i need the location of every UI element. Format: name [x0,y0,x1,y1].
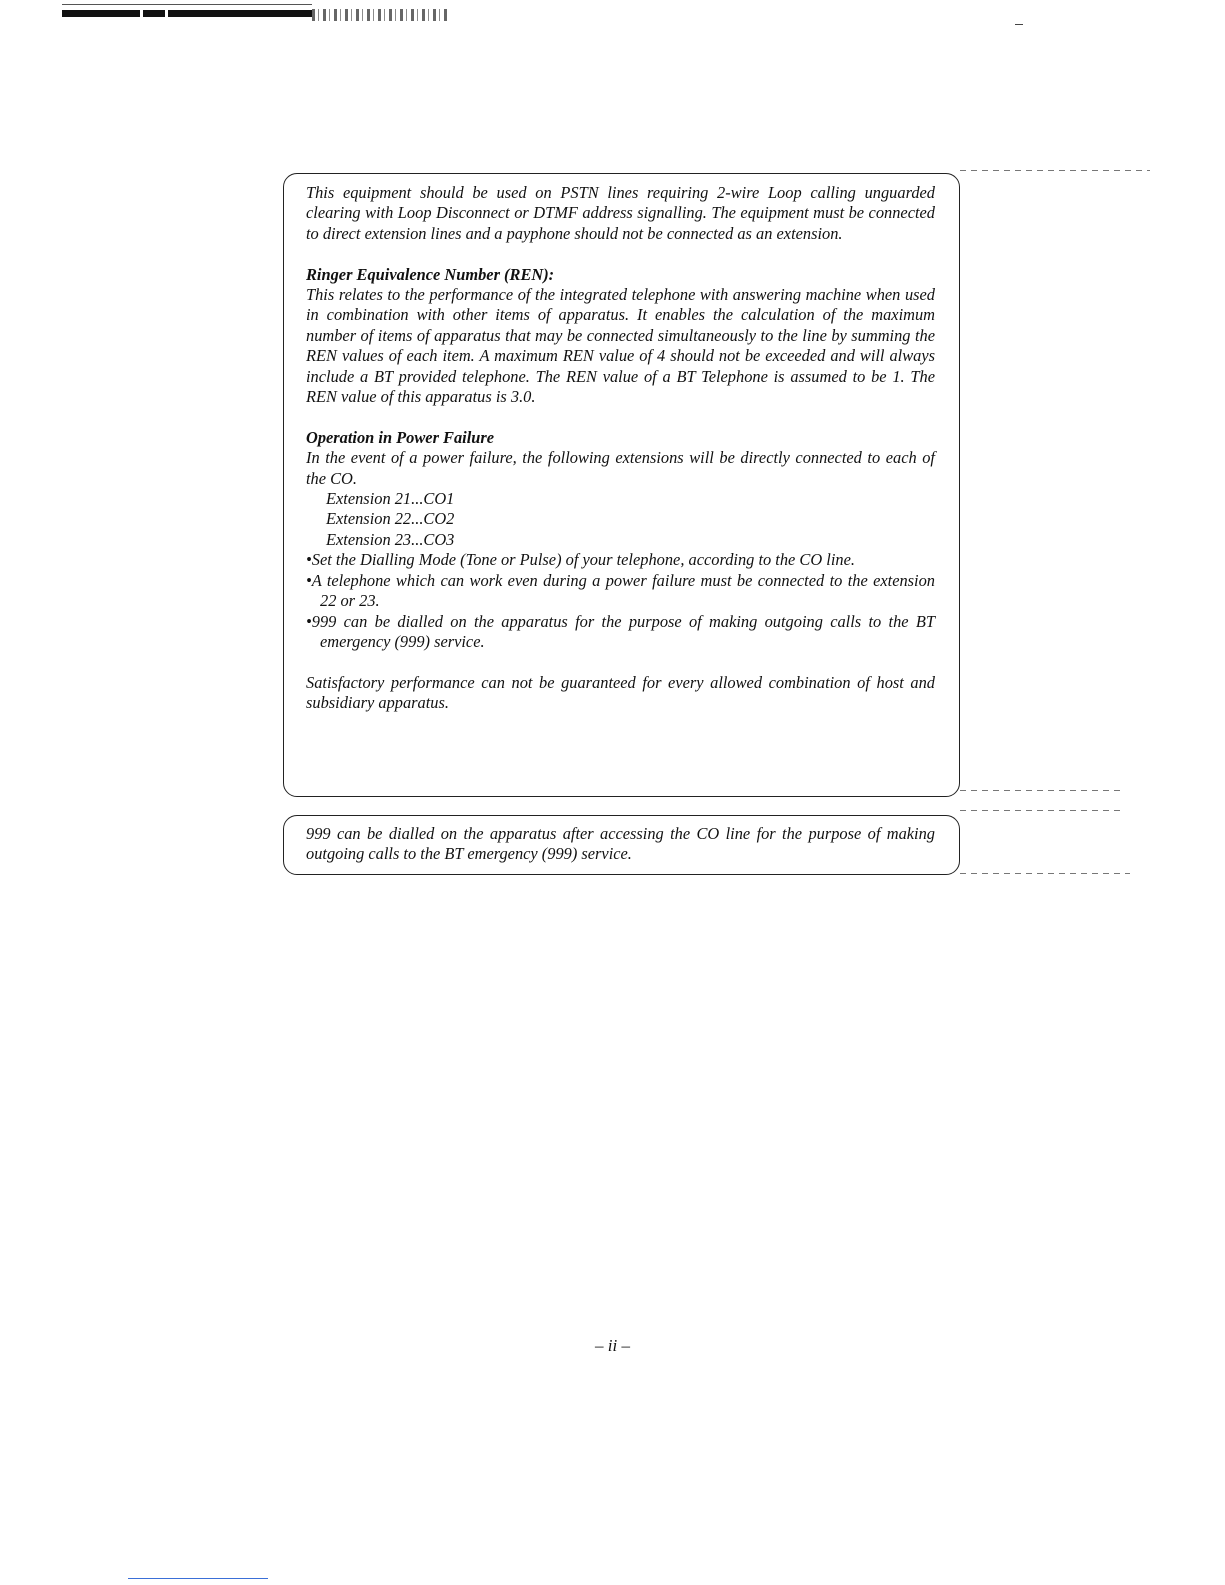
extension-item: Extension 23...CO3 [326,529,455,549]
extension-item: Extension 22...CO2 [326,509,455,529]
ren-paragraph: This relates to the performance of the integrated telephone with answering machine when used in combination with other items of apparatus. It enables the calculation of the maximum number of items of apparatus that may be connected simultaneously to the line by summing the REN values of each item. A maximum REN value of 4 should not be exceeded and will always include a BT provided telephone. The REN value of a BT Telephone is assumed to be 1. The REN value of this apparatus is 3.0. [306,285,935,407]
emergency-note-box [283,815,960,875]
power-failure-paragraph: In the event of a power failure, the following extensions will be directly connected to each of the CO. [306,448,935,488]
scan-artifact-dashes [960,170,1150,171]
approval-notice-box [283,173,960,797]
bullet-icon: • [306,550,312,570]
page-number: – ii – [595,1336,630,1355]
bullet-icon: • [306,611,312,631]
extension-item: Extension 21...CO1 [326,489,455,509]
scan-artifact-dashes [960,810,1120,811]
scan-artifact-noise [312,9,447,21]
closing-paragraph: Satisfactory performance can not be guaranteed for every allowed combination of host and subsidiary apparatus. [306,672,935,713]
intro-paragraph: This equipment should be used on PSTN lines requiring 2-wire Loop calling unguarded clearing with Loop Disconnect or DTMF address signalling. The equipment must be connected to direct extension lines and a payphone should not be connected as an extension. [306,183,935,243]
scan-artifact-bar [62,10,312,17]
scan-artifact-gap [140,10,143,17]
ren-heading: Ringer Equivalence Number (REN): [306,264,555,284]
bullet-item: •A telephone which can work even during a power failure must be connected to the extension 22 or 23. [306,570,935,611]
bullet-icon: • [306,570,312,590]
bullet-item: •999 can be dialled on the apparatus for the purpose of making outgoing calls to the BT emergency (999) service. [306,611,935,651]
scan-artifact-dashes [960,873,1130,874]
scan-artifact-dashes [960,790,1125,791]
power-failure-heading: Operation in Power Failure [306,427,495,447]
emergency-note-text: 999 can be dialled on the apparatus after accessing the CO line for the purpose of making outgoing calls to the BT emergency (999) service. [306,824,935,864]
scan-artifact-rule [62,4,312,5]
bullet-item: •Set the Dialling Mode (Tone or Pulse) of your telephone, according to the CO line. [306,550,855,570]
scan-artifact-gap [165,10,168,17]
scan-artifact-corner [1015,24,1023,25]
scan-artifact-bottom-mark [128,1578,268,1579]
